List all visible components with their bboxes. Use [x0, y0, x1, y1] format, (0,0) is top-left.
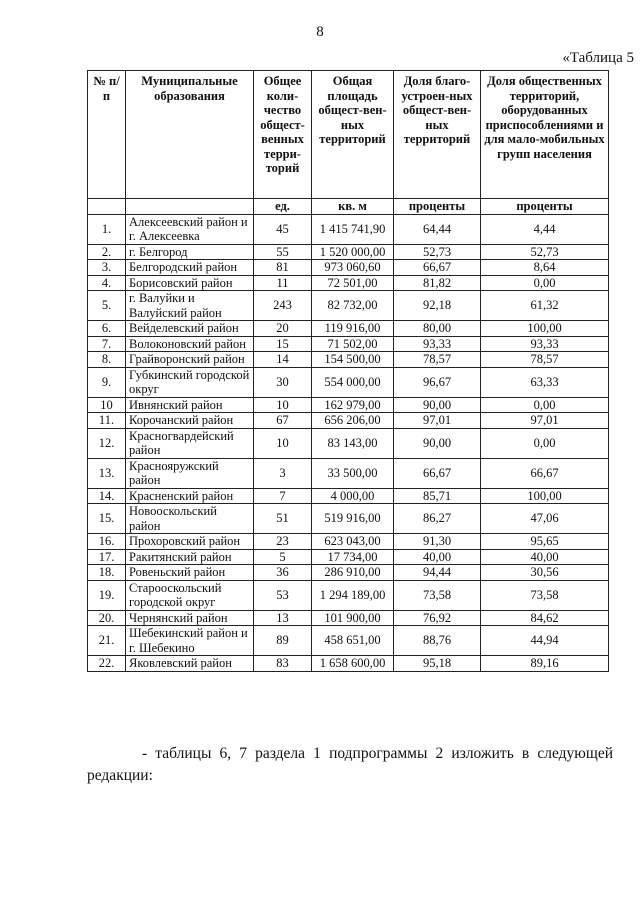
share-improved-cell: 91,30 — [394, 534, 481, 550]
territory-count-cell: 53 — [254, 580, 312, 610]
row-number-cell: 7. — [88, 336, 126, 352]
territory-count-cell: 89 — [254, 626, 312, 656]
table-body — [88, 214, 609, 671]
table-row — [88, 534, 609, 550]
table-row — [88, 504, 609, 534]
share-accessible-cell: 61,32 — [481, 291, 609, 321]
row-number-cell: 12. — [88, 428, 126, 458]
municipality-name-cell: Новооскольский район — [126, 504, 254, 534]
share-accessible-cell: 0,00 — [481, 397, 609, 413]
row-number-cell: 3. — [88, 260, 126, 276]
table-row — [88, 549, 609, 565]
header-cell: Общая площадь общест-вен-ных территорий — [312, 71, 394, 199]
table-caption: «Таблица 5 — [562, 50, 634, 66]
table-row — [88, 610, 609, 626]
territory-area-cell: 83 143,00 — [312, 428, 394, 458]
data-table — [87, 70, 609, 672]
share-improved-cell: 66,67 — [394, 458, 481, 488]
table-row — [88, 214, 609, 244]
territory-count-cell: 10 — [254, 428, 312, 458]
municipality-name-cell: Ивнянский район — [126, 397, 254, 413]
territory-count-cell: 13 — [254, 610, 312, 626]
territory-area-cell: 162 979,00 — [312, 397, 394, 413]
territory-area-cell: 1 294 189,00 — [312, 580, 394, 610]
share-improved-cell: 66,67 — [394, 260, 481, 276]
territory-area-cell: 154 500,00 — [312, 352, 394, 368]
table-row — [88, 291, 609, 321]
territory-count-cell: 55 — [254, 244, 312, 260]
table-row — [88, 336, 609, 352]
municipality-name-cell: Красногвардейский район — [126, 428, 254, 458]
share-accessible-cell: 47,06 — [481, 504, 609, 534]
municipality-name-cell: Белгородский район — [126, 260, 254, 276]
municipality-name-cell: Краснояружский район — [126, 458, 254, 488]
row-number-cell: 2. — [88, 244, 126, 260]
table-row — [88, 428, 609, 458]
municipality-name-cell: Яковлевский район — [126, 656, 254, 672]
row-number-cell: 11. — [88, 413, 126, 429]
share-improved-cell: 94,44 — [394, 565, 481, 581]
territory-count-cell: 5 — [254, 549, 312, 565]
municipality-name-cell: Чернянский район — [126, 610, 254, 626]
municipality-name-cell: Старооскольский городской округ — [126, 580, 254, 610]
share-improved-cell: 85,71 — [394, 488, 481, 504]
share-accessible-cell: 100,00 — [481, 488, 609, 504]
share-accessible-cell: 100,00 — [481, 321, 609, 337]
share-improved-cell: 86,27 — [394, 504, 481, 534]
row-number-cell: 14. — [88, 488, 126, 504]
territory-count-cell: 7 — [254, 488, 312, 504]
territory-count-cell: 83 — [254, 656, 312, 672]
table-row — [88, 367, 609, 397]
territory-area-cell: 286 910,00 — [312, 565, 394, 581]
share-accessible-cell: 84,62 — [481, 610, 609, 626]
municipality-name-cell: Красненский район — [126, 488, 254, 504]
row-number-cell: 6. — [88, 321, 126, 337]
territory-count-cell: 11 — [254, 275, 312, 291]
municipality-name-cell: г. Валуйки и Валуйский район — [126, 291, 254, 321]
share-accessible-cell: 8,64 — [481, 260, 609, 276]
territory-area-cell: 973 060,60 — [312, 260, 394, 276]
unit-cell: кв. м — [312, 199, 394, 215]
share-accessible-cell: 66,67 — [481, 458, 609, 488]
page-number: 8 — [316, 24, 324, 40]
header-row — [88, 71, 609, 199]
territory-area-cell: 17 734,00 — [312, 549, 394, 565]
municipality-name-cell: г. Белгород — [126, 244, 254, 260]
share-accessible-cell: 0,00 — [481, 428, 609, 458]
row-number-cell: 4. — [88, 275, 126, 291]
share-improved-cell: 90,00 — [394, 397, 481, 413]
municipality-name-cell: Шебекинский район и г. Шебекино — [126, 626, 254, 656]
row-number-cell: 1. — [88, 214, 126, 244]
header-cell: Доля благо-устроен-ных общест-вен-ных территорий — [394, 71, 481, 199]
table-row — [88, 626, 609, 656]
territory-area-cell: 554 000,00 — [312, 367, 394, 397]
territory-area-cell: 1 658 600,00 — [312, 656, 394, 672]
municipality-name-cell: Алексеевский район и г. Алексеевка — [126, 214, 254, 244]
territory-count-cell: 243 — [254, 291, 312, 321]
share-improved-cell: 97,01 — [394, 413, 481, 429]
header-cell: № п/п — [88, 71, 126, 199]
territory-count-cell: 67 — [254, 413, 312, 429]
territory-area-cell: 119 916,00 — [312, 321, 394, 337]
row-number-cell: 13. — [88, 458, 126, 488]
table-row — [88, 275, 609, 291]
territory-count-cell: 14 — [254, 352, 312, 368]
unit-cell: проценты — [481, 199, 609, 215]
share-improved-cell: 93,33 — [394, 336, 481, 352]
municipality-name-cell: Вейделевский район — [126, 321, 254, 337]
municipality-name-cell: Волоконовский район — [126, 336, 254, 352]
municipality-name-cell: Ровеньский район — [126, 565, 254, 581]
row-number-cell: 21. — [88, 626, 126, 656]
territory-area-cell: 4 000,00 — [312, 488, 394, 504]
territory-count-cell: 20 — [254, 321, 312, 337]
municipality-name-cell: Корочанский район — [126, 413, 254, 429]
share-improved-cell: 81,82 — [394, 275, 481, 291]
table-row — [88, 413, 609, 429]
table-row — [88, 260, 609, 276]
territory-area-cell: 72 501,00 — [312, 275, 394, 291]
share-accessible-cell: 73,58 — [481, 580, 609, 610]
share-improved-cell: 64,44 — [394, 214, 481, 244]
share-improved-cell: 80,00 — [394, 321, 481, 337]
share-improved-cell: 92,18 — [394, 291, 481, 321]
table-row — [88, 488, 609, 504]
territory-area-cell: 1 415 741,90 — [312, 214, 394, 244]
share-accessible-cell: 44,94 — [481, 626, 609, 656]
municipality-name-cell: Грайворонский район — [126, 352, 254, 368]
unit-cell: проценты — [394, 199, 481, 215]
table-row — [88, 458, 609, 488]
row-number-cell: 18. — [88, 565, 126, 581]
header-cell: Муниципальные образования — [126, 71, 254, 199]
row-number-cell: 9. — [88, 367, 126, 397]
territory-count-cell: 15 — [254, 336, 312, 352]
share-improved-cell: 73,58 — [394, 580, 481, 610]
table-row — [88, 397, 609, 413]
share-improved-cell: 76,92 — [394, 610, 481, 626]
territory-area-cell: 519 916,00 — [312, 504, 394, 534]
row-number-cell: 20. — [88, 610, 126, 626]
territory-count-cell: 23 — [254, 534, 312, 550]
territory-area-cell: 1 520 000,00 — [312, 244, 394, 260]
territory-area-cell: 82 732,00 — [312, 291, 394, 321]
unit-cell: ед. — [254, 199, 312, 215]
table-row — [88, 565, 609, 581]
table-row — [88, 244, 609, 260]
territory-count-cell: 30 — [254, 367, 312, 397]
row-number-cell: 15. — [88, 504, 126, 534]
municipality-name-cell: Борисовский район — [126, 275, 254, 291]
share-accessible-cell: 40,00 — [481, 549, 609, 565]
share-accessible-cell: 4,44 — [481, 214, 609, 244]
row-number-cell: 19. — [88, 580, 126, 610]
table-row — [88, 580, 609, 610]
share-accessible-cell: 0,00 — [481, 275, 609, 291]
share-improved-cell: 95,18 — [394, 656, 481, 672]
share-improved-cell: 52,73 — [394, 244, 481, 260]
share-improved-cell: 88,76 — [394, 626, 481, 656]
share-accessible-cell: 95,65 — [481, 534, 609, 550]
territory-area-cell: 71 502,00 — [312, 336, 394, 352]
share-accessible-cell: 97,01 — [481, 413, 609, 429]
share-accessible-cell: 63,33 — [481, 367, 609, 397]
row-number-cell: 22. — [88, 656, 126, 672]
row-number-cell: 5. — [88, 291, 126, 321]
share-accessible-cell: 93,33 — [481, 336, 609, 352]
table-row — [88, 352, 609, 368]
share-improved-cell: 90,00 — [394, 428, 481, 458]
table-row — [88, 321, 609, 337]
territory-area-cell: 33 500,00 — [312, 458, 394, 488]
territory-count-cell: 45 — [254, 214, 312, 244]
row-number-cell: 17. — [88, 549, 126, 565]
municipality-name-cell: Ракитянский район — [126, 549, 254, 565]
territory-area-cell: 458 651,00 — [312, 626, 394, 656]
row-number-cell: 10 — [88, 397, 126, 413]
territory-count-cell: 81 — [254, 260, 312, 276]
table-row — [88, 656, 609, 672]
row-number-cell: 16. — [88, 534, 126, 550]
body-paragraph: - таблицы 6, 7 раздела 1 подпрограммы 2 изложить в следующей редакции: — [87, 745, 613, 784]
territory-area-cell: 623 043,00 — [312, 534, 394, 550]
share-improved-cell: 78,57 — [394, 352, 481, 368]
territory-count-cell: 10 — [254, 397, 312, 413]
share-accessible-cell: 89,16 — [481, 656, 609, 672]
territory-area-cell: 101 900,00 — [312, 610, 394, 626]
territory-count-cell: 51 — [254, 504, 312, 534]
municipality-name-cell: Прохоровский район — [126, 534, 254, 550]
row-number-cell: 8. — [88, 352, 126, 368]
municipality-name-cell: Губкинский городской округ — [126, 367, 254, 397]
share-improved-cell: 96,67 — [394, 367, 481, 397]
territory-count-cell: 3 — [254, 458, 312, 488]
territory-area-cell: 656 206,00 — [312, 413, 394, 429]
share-accessible-cell: 78,57 — [481, 352, 609, 368]
territory-count-cell: 36 — [254, 565, 312, 581]
header-cell: Доля общественных территорий, оборудованных приспособлениями и для мало-мобильных групп населения — [481, 71, 609, 199]
share-improved-cell: 40,00 — [394, 549, 481, 565]
share-accessible-cell: 52,73 — [481, 244, 609, 260]
share-accessible-cell: 30,56 — [481, 565, 609, 581]
units-row — [88, 199, 609, 215]
header-cell: Общее коли-чество общест-венных терри-торий — [254, 71, 312, 199]
